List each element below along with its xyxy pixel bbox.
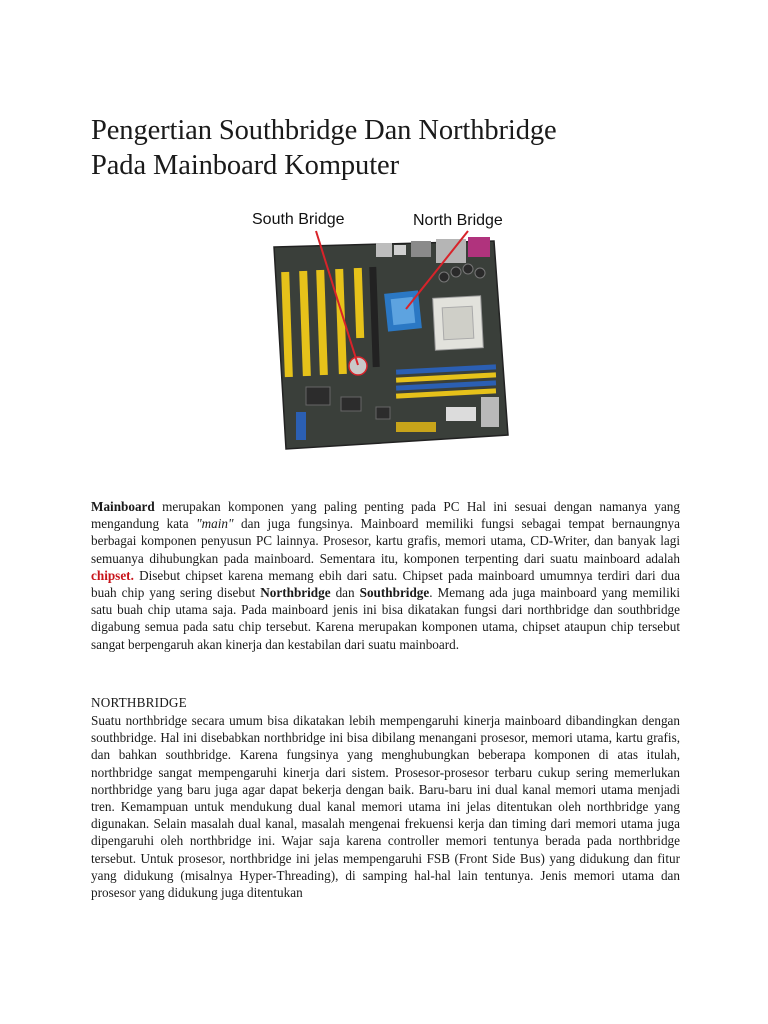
title-line-2: Pada Mainboard Komputer	[91, 150, 399, 181]
term-chipset: chipset.	[91, 567, 134, 583]
mainboard-figure	[246, 197, 533, 461]
term-mainboard: Mainboard	[91, 499, 155, 514]
northbridge-paragraph-text: Suatu northbridge secara umum bisa dikatakan lebih mempengaruhi kinerja mainboard dibandingkan dengan southbridge. Hal ini disebabkan northbridge ini bisa dibilang menangani prosesor, memori utama, kartu grafis, dan bahkan southbridge. Karena fungsinya yang menghubungkan beberapa komponen di atas itulah, northbridge sangat mempengaruhi kinerja dari sistem. Prosesor-prosesor terbaru cukup sering memerlukan northbridge yang baru juga agar dapat bekerja dengan baik. Baru-baru ini dual kanal memori utama menjadi tren. Kemampuan untuk mendukung dual kanal memori utama ini jelas ditentukan oleh northbridge yang digunakan. Selain masalah dual kanal, masalah mengenai frekuensi kerja dan timing dari memori utama juga dipengaruhi oleh northbridge ini. Wajar saja karena controller memori tentunya berada pada northbridge tersebut. Untuk prosesor, northbridge ini jelas mempengaruhi FSB (Front Side Bus) yang didukung dan fitur yang didukung (misalnya Hyper-Threading), di samping hal-hal lain tentunya. Jenis memori utama dan prosesor yang didukung juga ditentukan	[91, 713, 680, 901]
title-line-1: Pengertian Southbridge Dan Northbridge	[91, 115, 557, 146]
term-southbridge: Southbridge	[359, 585, 430, 601]
northbridge-paragraph	[91, 712, 680, 901]
section-heading-northbridge: NORTHBRIDGE	[91, 695, 187, 710]
intro-paragraph: Mainboard merupakan komponen yang paling penting pada PC Hal ini sesuai dengan namanya yang mengandung kata "main" dan juga fungsinya. Mainboard memiliki fungsi sebagai tempat bernaungnya berbagai komponen penyusun PC lainnya. Prosesor, kartu grafis, memori utama, CD-Writer, dan banyak lagi semuanya dihubungkan pada mainboard. Sementara itu, komponen terpenting dari suatu mainboard adalah chipset. Disebut chipset karena memang ebih dari satu. Chipset pada mainboard umumnya terdiri dari dua buah chip yang sering disebut Northbridge dan Southbridge. Memang ada juga mainboard yang memiliki satu buah chip utama saja. Pada mainboard jenis ini bisa dikatakan fungsi dari northbridge dan southbridge digabung semua pada satu chip tersebut. Karena merupakan komponen utama, chipset ataupun chip tersebut sangat berpengaruh akan kinerja dan kestabilan dari suatu mainboard.	[91, 499, 681, 652]
south-bridge-label: South Bridge	[252, 211, 345, 228]
mainboard-image	[246, 197, 533, 461]
north-bridge-label: North Bridge	[413, 212, 503, 229]
term-main: "main"	[196, 516, 234, 532]
page-title	[91, 113, 691, 183]
term-northbridge: Northbridge	[260, 585, 331, 601]
motherboard-illustration	[274, 231, 508, 449]
